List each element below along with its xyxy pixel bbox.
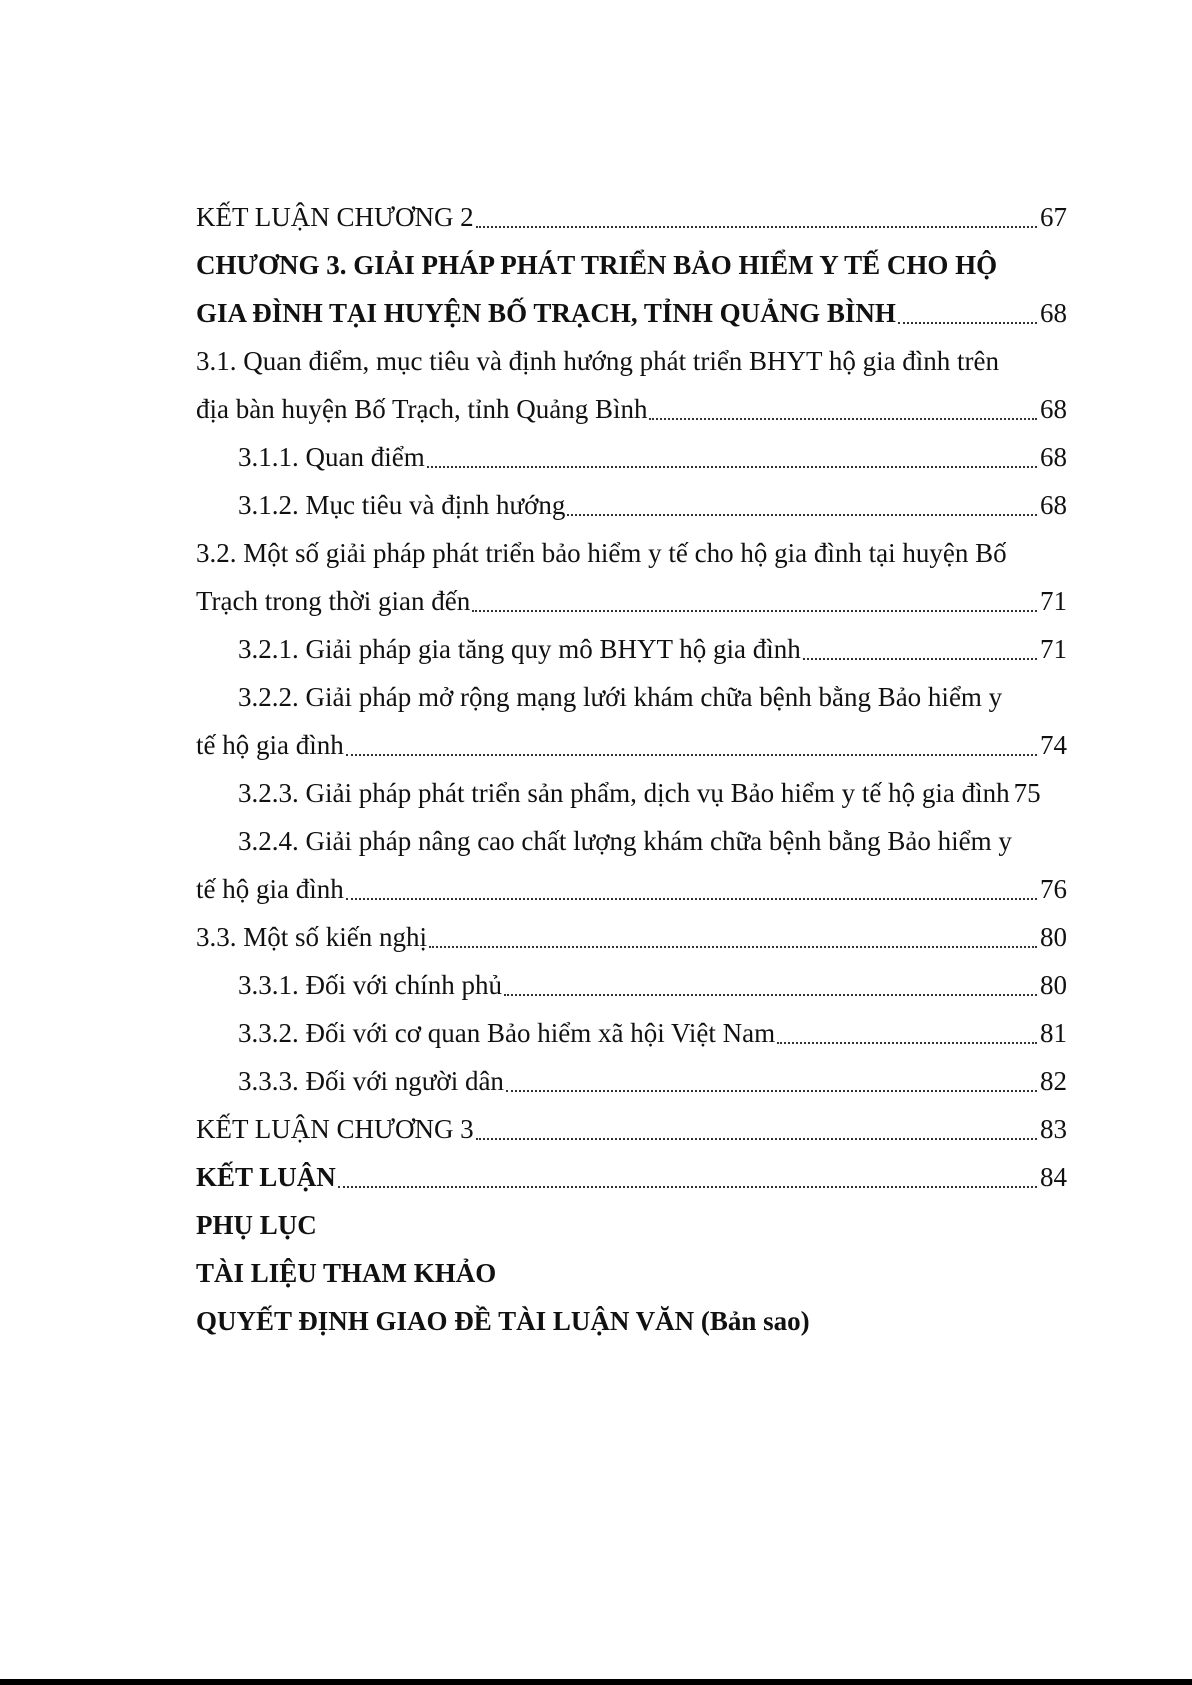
toc-entry-title: KẾT LUẬN CHƯƠNG 2 — [196, 202, 474, 232]
toc-entry-page-number: 80 — [1040, 922, 1067, 952]
toc-entry[interactable] — [196, 1201, 1067, 1249]
dot-leader — [472, 610, 1037, 612]
toc-entry[interactable] — [196, 529, 1067, 577]
toc-entry[interactable] — [196, 1297, 1067, 1345]
toc-entry[interactable] — [196, 289, 1067, 337]
toc-entry[interactable] — [196, 1153, 1067, 1201]
toc-entry-title: 3.2. Một số giải pháp phát triển bảo hiểm y tế cho hộ gia đình tại huyện Bố — [196, 538, 1007, 568]
dot-leader — [777, 1042, 1037, 1044]
toc-entry-title: PHỤ LỤC — [196, 1210, 317, 1240]
toc-entry-page-number: 84 — [1040, 1162, 1067, 1192]
toc-entry-title: 3.2.3. Giải pháp phát triển sản phẩm, dịch vụ Bảo hiểm y tế hộ gia đình — [238, 778, 1010, 808]
toc-entry-title: 3.2.2. Giải pháp mở rộng mạng lưới khám chữa bệnh bằng Bảo hiểm y — [238, 682, 1003, 712]
toc-entry[interactable] — [196, 1009, 1067, 1057]
dot-leader — [567, 514, 1037, 516]
toc-entry-page-number: 82 — [1040, 1066, 1067, 1096]
toc-entry-page-number: 80 — [1040, 970, 1067, 1000]
toc-entry[interactable] — [196, 193, 1067, 241]
toc-entry-page-number: 83 — [1040, 1114, 1067, 1144]
toc-entry-title: KẾT LUẬN CHƯƠNG 3 — [196, 1114, 474, 1144]
toc-entry[interactable] — [196, 1105, 1067, 1153]
toc-entry[interactable] — [196, 913, 1067, 961]
toc-entry[interactable] — [196, 721, 1067, 769]
dot-leader — [803, 658, 1037, 660]
toc-entry-title: GIA ĐÌNH TẠI HUYỆN BỐ TRẠCH, TỈNH QUẢNG BÌNH — [196, 298, 896, 328]
page-bottom-edge — [0, 1679, 1192, 1685]
toc-entry[interactable] — [196, 865, 1067, 913]
toc-entry[interactable] — [196, 433, 1067, 481]
toc-entry[interactable] — [196, 1249, 1067, 1297]
dot-leader — [427, 466, 1037, 468]
toc-entry-page-number: 67 — [1040, 202, 1067, 232]
toc-entry-page-number: 68 — [1040, 490, 1067, 520]
toc-entry[interactable] — [196, 481, 1067, 529]
dot-leader — [476, 1138, 1037, 1140]
dot-leader — [346, 898, 1037, 900]
dot-leader — [504, 994, 1037, 996]
toc-entry-title: QUYẾT ĐỊNH GIAO ĐỀ TÀI LUẬN VĂN (Bản sao) — [196, 1306, 810, 1336]
toc-entry-page-number: 68 — [1040, 394, 1067, 424]
toc-entry-title: CHƯƠNG 3. GIẢI PHÁP PHÁT TRIỂN BẢO HIỂM Y TẾ CHO HỘ — [196, 250, 998, 280]
toc-entry-title: Trạch trong thời gian đến — [196, 586, 471, 616]
toc-entry-title: 3.3.3. Đối với người dân — [238, 1066, 504, 1096]
table-of-contents — [196, 193, 1067, 1345]
toc-entry-page-number: 81 — [1040, 1018, 1067, 1048]
toc-entry-page-number: 68 — [1040, 442, 1067, 472]
toc-entry[interactable] — [196, 625, 1067, 673]
toc-entry-page-number: 74 — [1040, 730, 1067, 760]
dot-leader — [649, 418, 1037, 420]
dot-leader — [338, 1186, 1037, 1188]
toc-entry-page-number: 71 — [1040, 586, 1067, 616]
toc-entry[interactable] — [196, 961, 1067, 1009]
toc-entry-page-number: 75 — [1013, 778, 1041, 808]
toc-entry[interactable] — [196, 577, 1067, 625]
dot-leader — [476, 226, 1037, 228]
toc-entry[interactable] — [196, 241, 1067, 289]
toc-entry-page-number: 68 — [1040, 298, 1067, 328]
toc-entry[interactable] — [196, 337, 1067, 385]
dot-leader — [346, 754, 1037, 756]
toc-entry-title: tế hộ gia đình — [196, 874, 344, 904]
toc-entry-title: 3.1.1. Quan điểm — [238, 442, 425, 472]
toc-entry-title: tế hộ gia đình — [196, 730, 344, 760]
toc-entry-title: KẾT LUẬN — [196, 1162, 336, 1192]
toc-entry-title: 3.3. Một số kiến nghị — [196, 922, 428, 952]
toc-entry[interactable] — [196, 673, 1067, 721]
toc-entry-title: địa bàn huyện Bố Trạch, tỉnh Quảng Bình — [196, 394, 648, 424]
toc-entry-title: 3.3.2. Đối với cơ quan Bảo hiểm xã hội Việt Nam — [238, 1018, 776, 1048]
dot-leader — [898, 322, 1037, 324]
toc-entry[interactable] — [196, 385, 1067, 433]
dot-leader — [429, 946, 1037, 948]
dot-leader — [506, 1090, 1037, 1092]
toc-entry-title: 3.2.4. Giải pháp nâng cao chất lượng khám chữa bệnh bằng Bảo hiểm y — [238, 826, 1012, 856]
toc-entry-title: 3.1. Quan điểm, mục tiêu và định hướng phát triển BHYT hộ gia đình trên — [196, 346, 1000, 376]
toc-entry[interactable] — [196, 817, 1067, 865]
toc-entry[interactable] — [196, 769, 1067, 817]
toc-entry-page-number: 71 — [1040, 634, 1067, 664]
toc-entry-title: 3.3.1. Đối với chính phủ — [238, 970, 503, 1000]
toc-entry-title: TÀI LIỆU THAM KHẢO — [196, 1258, 497, 1288]
toc-entry-title: 3.2.1. Giải pháp gia tăng quy mô BHYT hộ gia đình — [238, 634, 801, 664]
toc-entry-page-number: 76 — [1040, 874, 1067, 904]
toc-entry-title: 3.1.2. Mục tiêu và định hướng — [238, 490, 566, 520]
toc-entry[interactable] — [196, 1057, 1067, 1105]
